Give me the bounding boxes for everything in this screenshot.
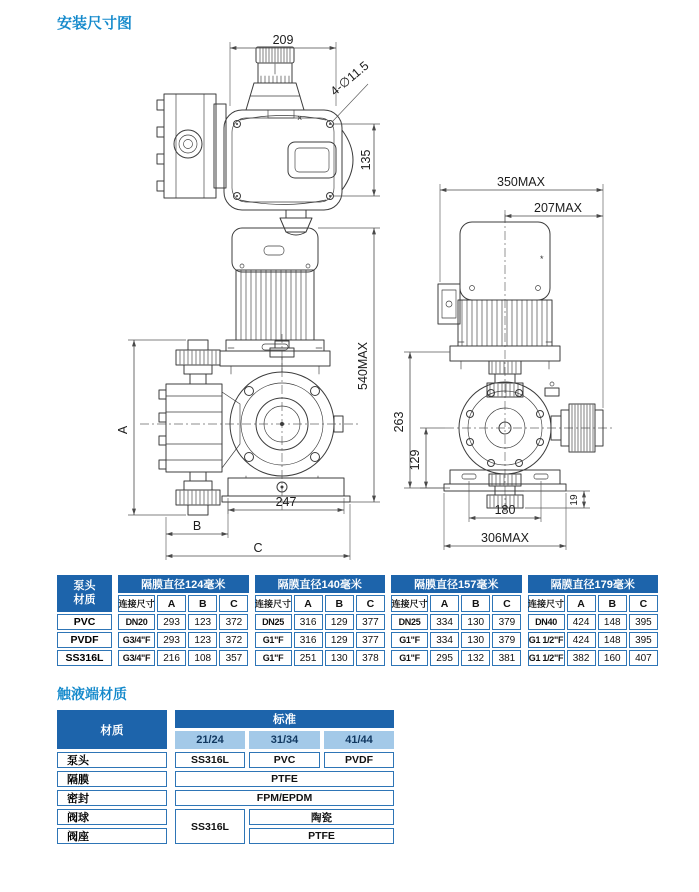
row-label-diaphragm: 隔膜	[57, 771, 167, 787]
row-label-valve-seat: 阀座	[57, 828, 167, 844]
col-header-c: C	[356, 595, 385, 612]
dim-label-350max: 350MAX	[497, 175, 545, 189]
dim-label-A: A	[116, 425, 130, 435]
pump-head-2124: SS316L	[175, 752, 245, 768]
table-cell: 130	[325, 650, 354, 666]
section-title-installation: 安装尺寸图	[57, 15, 133, 32]
dim-label-306max: 306MAX	[481, 531, 529, 545]
pump-head-4144: PVDF	[324, 752, 394, 768]
star-mark: *	[540, 254, 544, 264]
table-cell: 129	[325, 632, 354, 648]
table-cell: 381	[492, 650, 521, 666]
material-ss316l: SS316L	[57, 650, 112, 666]
table-cell: 316	[294, 632, 323, 648]
table-cell: 334	[430, 632, 459, 648]
side-view-drawing	[116, 228, 380, 560]
table-cell: 160	[598, 650, 627, 666]
size-header-2124: 21/24	[175, 731, 245, 749]
corner-header-line2: 材质	[73, 593, 96, 606]
top-view-drawing	[157, 33, 380, 235]
dim-label-holes: 4-∅11.5	[327, 58, 372, 99]
table-cell: DN20	[118, 614, 155, 630]
table-cell: 372	[219, 632, 248, 648]
table-cell: 424	[567, 614, 596, 630]
table-cell: 424	[567, 632, 596, 648]
dim-label-207max: 207MAX	[534, 201, 582, 215]
corner-header-line1: 泵头	[73, 580, 96, 593]
material-pvdf: PVDF	[57, 632, 112, 648]
table-cell: 132	[461, 650, 490, 666]
dimensions-table	[57, 575, 658, 666]
corner-header-pump-head-material	[57, 575, 112, 612]
diaphragm-group-157	[391, 575, 522, 666]
pump-head-material-column	[57, 575, 112, 666]
table-cell: G1"F	[255, 632, 292, 648]
col-header-c: C	[492, 595, 521, 612]
table-cell: 293	[157, 614, 186, 630]
pump-head-3134: PVC	[249, 752, 320, 768]
table-cell: G3/4"F	[118, 650, 155, 666]
col-header-connection: 连接尺寸	[528, 595, 565, 612]
group-title: 隔膜直径179毫米	[528, 575, 659, 593]
table-cell: 148	[598, 632, 627, 648]
table-cell: G1"F	[255, 650, 292, 666]
dim-label-135: 135	[359, 149, 373, 171]
col-header-connection: 连接尺寸	[255, 595, 292, 612]
valve-ball-value: 陶瓷	[249, 809, 394, 825]
row-label-seal: 密封	[57, 790, 167, 806]
dim-label-209: 209	[272, 33, 294, 47]
table-cell: 148	[598, 614, 627, 630]
table-cell: 130	[461, 614, 490, 630]
col-header-connection: 连接尺寸	[118, 595, 155, 612]
seal-value: FPM/EPDM	[175, 790, 394, 806]
col-header-b: B	[461, 595, 490, 612]
valve-2124-value: SS316L	[175, 809, 245, 844]
col-header-b: B	[325, 595, 354, 612]
group-title: 隔膜直径124毫米	[118, 575, 249, 593]
table-cell: 129	[325, 614, 354, 630]
group-title: 隔膜直径140毫米	[255, 575, 386, 593]
dim-label-180: 180	[494, 503, 516, 517]
table-cell: G1"F	[391, 632, 428, 648]
table-cell: 378	[356, 650, 385, 666]
table-cell: 407	[629, 650, 658, 666]
dim-label-19: 19	[569, 494, 580, 506]
standard-header: 标准	[175, 710, 394, 728]
wetted-materials-table	[57, 710, 394, 844]
table-cell: G1 1/2"F	[528, 632, 565, 648]
dim-label-C: C	[253, 541, 263, 555]
dim-label-129: 129	[408, 449, 422, 471]
dim-label-247: 247	[275, 495, 297, 509]
table-cell: 316	[294, 614, 323, 630]
x-mark: ×	[297, 113, 303, 123]
dim-label-263: 263	[392, 411, 406, 433]
table-cell: 108	[188, 650, 217, 666]
table-cell: 251	[294, 650, 323, 666]
col-header-a: A	[430, 595, 459, 612]
table-cell: 293	[157, 632, 186, 648]
table-cell: 372	[219, 614, 248, 630]
material-label-column	[57, 710, 167, 844]
table-cell: 130	[461, 632, 490, 648]
section-title-wetted-materials: 触液端材质	[57, 686, 127, 702]
material-values-grid	[175, 710, 394, 844]
row-label-pump-head: 泵头	[57, 752, 167, 768]
table-cell: 123	[188, 614, 217, 630]
table-cell: 295	[430, 650, 459, 666]
diaphragm-group-140	[255, 575, 386, 666]
diaphragm-group-124	[118, 575, 249, 666]
diaphragm-group-179	[528, 575, 659, 666]
table-cell: 379	[492, 614, 521, 630]
size-header-4144: 41/44	[324, 731, 394, 749]
table-cell: 382	[567, 650, 596, 666]
col-header-a: A	[157, 595, 186, 612]
table-cell: DN25	[255, 614, 292, 630]
table-cell: DN25	[391, 614, 428, 630]
dim-label-540max: 540MAX	[356, 342, 370, 390]
table-cell: G1 1/2"F	[528, 650, 565, 666]
col-header-a: A	[567, 595, 596, 612]
table-cell: 357	[219, 650, 248, 666]
table-cell: 395	[629, 632, 658, 648]
col-header-c: C	[629, 595, 658, 612]
col-header-b: B	[188, 595, 217, 612]
size-header-3134: 31/34	[249, 731, 320, 749]
group-title: 隔膜直径157毫米	[391, 575, 522, 593]
col-header-connection: 连接尺寸	[391, 595, 428, 612]
table-cell: G3/4"F	[118, 632, 155, 648]
row-label-valve-ball: 阀球	[57, 809, 167, 825]
front-view-drawing	[392, 175, 612, 550]
col-header-b: B	[598, 595, 627, 612]
col-header-a: A	[294, 595, 323, 612]
diaphragm-value: PTFE	[175, 771, 394, 787]
material-pvc: PVC	[57, 614, 112, 630]
corner-header-material: 材质	[57, 710, 167, 749]
table-cell: G1"F	[391, 650, 428, 666]
table-cell: 377	[356, 614, 385, 630]
dim-label-B: B	[192, 519, 202, 533]
table-cell: 216	[157, 650, 186, 666]
table-cell: 395	[629, 614, 658, 630]
table-cell: 334	[430, 614, 459, 630]
table-cell: 123	[188, 632, 217, 648]
table-cell: 379	[492, 632, 521, 648]
table-cell: 377	[356, 632, 385, 648]
table-cell: DN40	[528, 614, 565, 630]
col-header-c: C	[219, 595, 248, 612]
valve-seat-value: PTFE	[249, 828, 394, 844]
